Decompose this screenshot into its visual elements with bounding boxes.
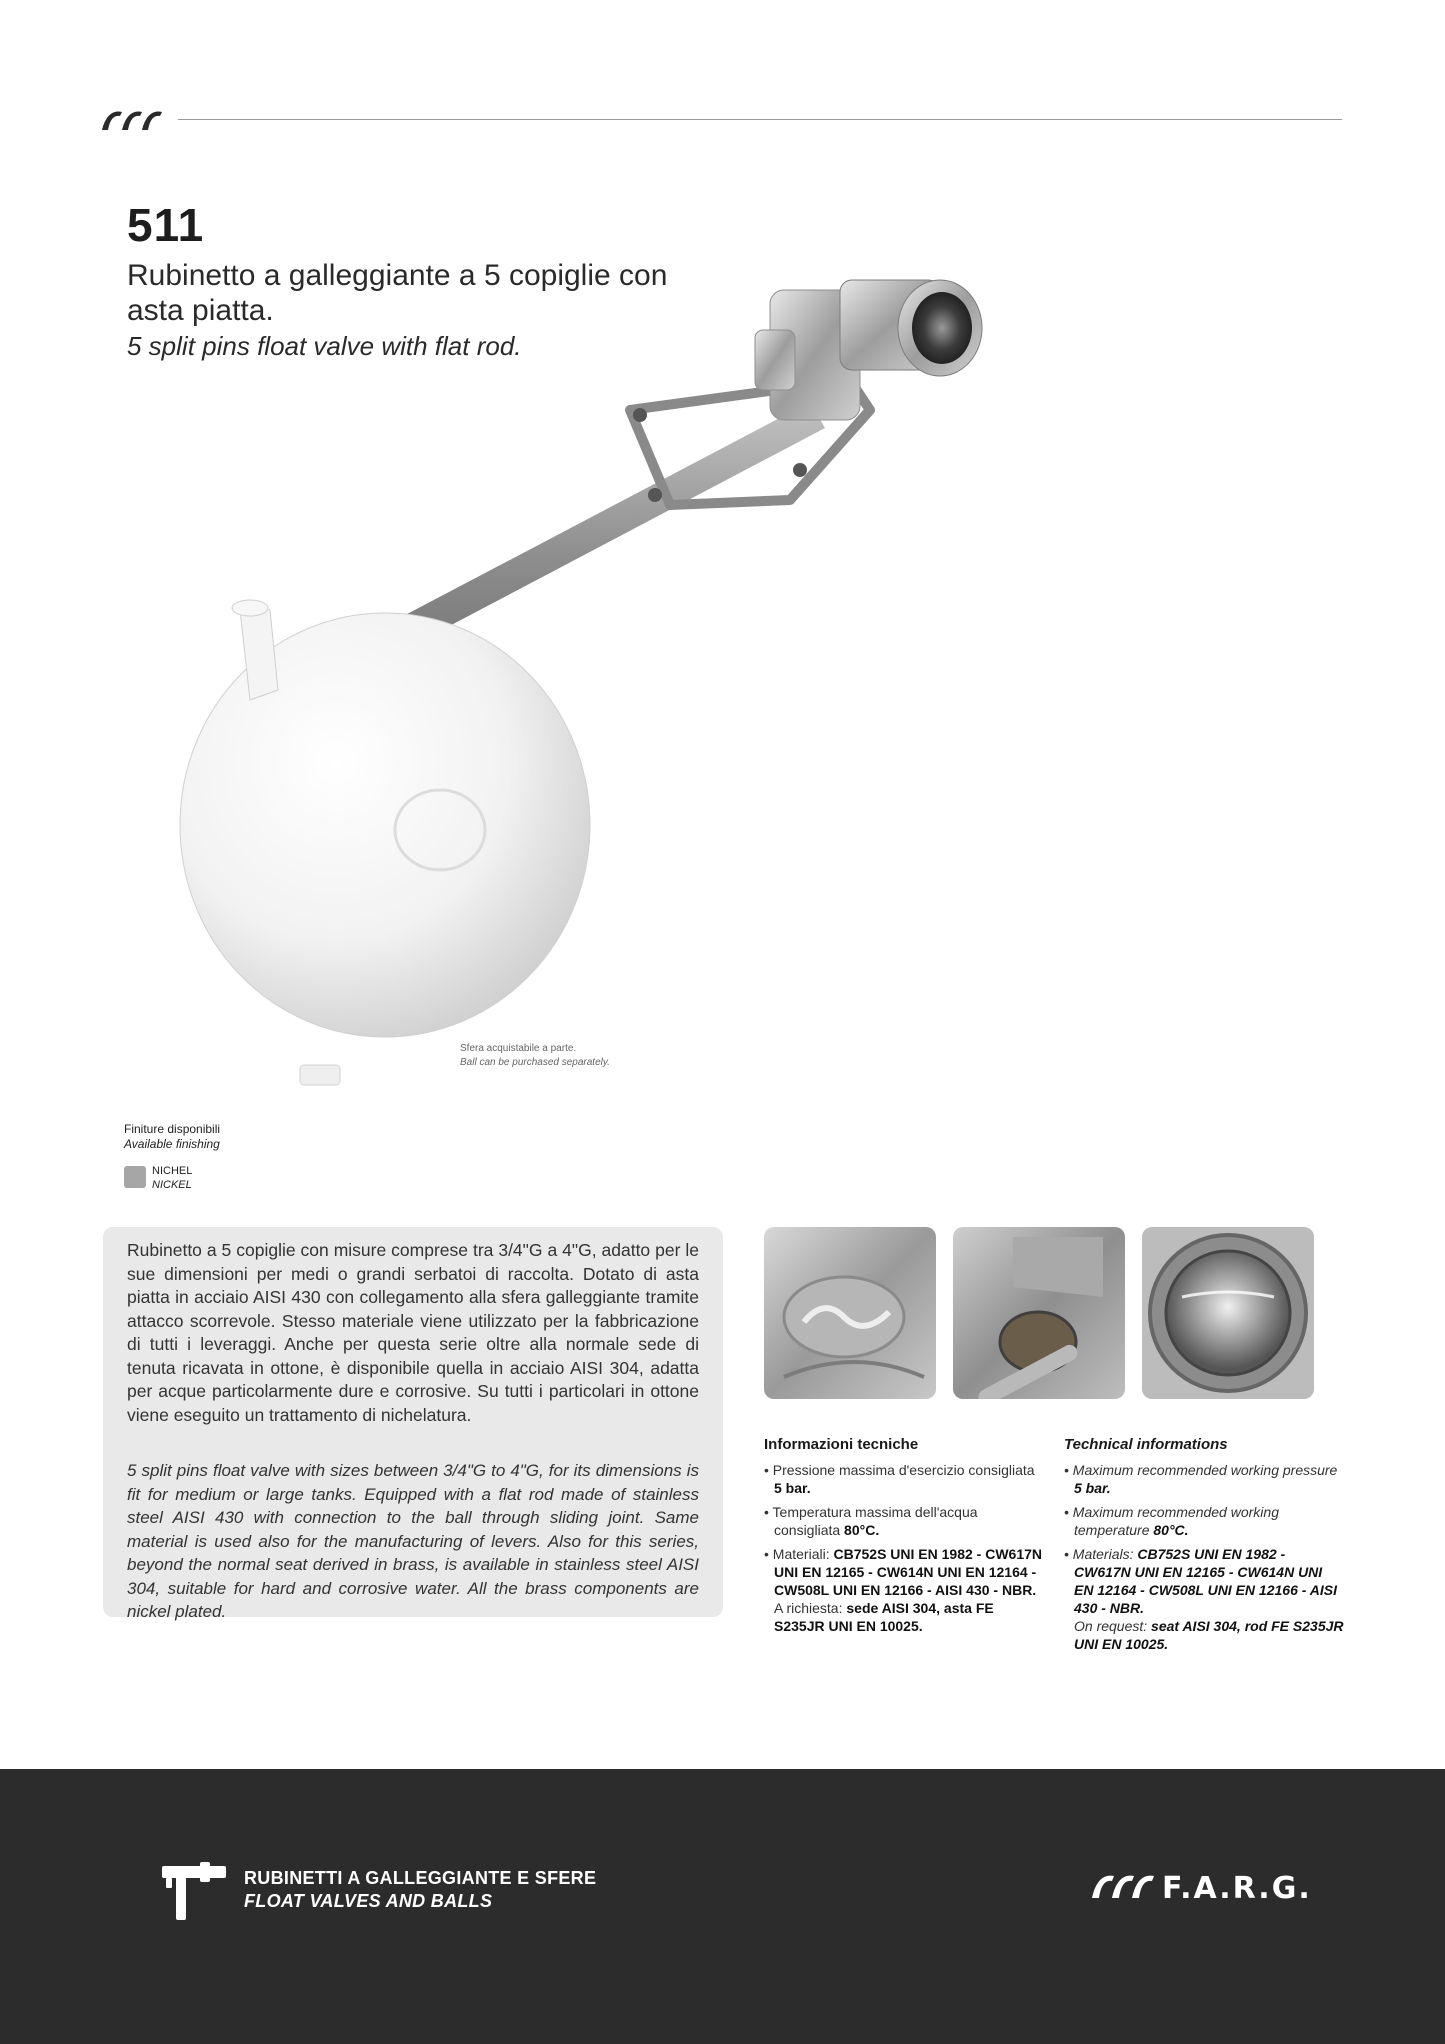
tech-item-temp-en: • Maximum recommended working temperature 80°C.: [1064, 1504, 1279, 1538]
tech-item-materials-en: • Materials: CB752S UNI EN 1982 - CW617N UNI EN 12165 - CW614N UNI EN 12164 - CW508L UNI EN 12166 - AISI 430 - NBR. On request: seat AISI 304, rod FE S235JR UNI EN 10025.: [1064, 1546, 1344, 1652]
footer-category-it: RUBINETTI A GALLEGGIANTE E SFERE: [244, 1868, 597, 1888]
detail-photo-seat: [953, 1227, 1125, 1399]
tech-temp-label-en: Maximum recommended working temperature: [1072, 1504, 1279, 1538]
product-title-it: Rubinetto a galleggiante a 5 copiglie con asta piatta.: [127, 259, 668, 327]
tech-item-pressure-it: • Pressione massima d'esercizio consigliata 5 bar.: [764, 1462, 1035, 1496]
description-it: Rubinetto a 5 copiglie con misure comprese tra 3/4"G a 4"G, adatto per le sue dimensioni per medi o grandi serbatoi di raccolta. Dotato di asta piatta in acciaio AISI 430 con collegamento alla sfera galleggiante tramite attacco scorrevole. Stesso materiale viene utilizzato per la fabbricazione di tutti i leveraggi. Anche per questa serie oltre alla normale sede di tenuta ricavata in ottone, è disponibile quella in acciaio AISI 304, adatta per acque particolarmente dure e corrosive. Su tutti i particolari in ottone viene eseguito un trattamento di nichelatura.: [127, 1240, 699, 1425]
brand-text: F.A.R.G.: [1162, 1871, 1312, 1902]
tech-request-label-it: A richiesta:: [774, 1600, 843, 1616]
tech-materials-label-en: Materials:: [1072, 1546, 1134, 1562]
product-title-en: 5 split pins float valve with flat rod.: [127, 331, 522, 361]
finishing-option: [152, 1164, 192, 1192]
tech-item-materials-it: • Materiali: CB752S UNI EN 1982 - CW617N UNI EN 12165 - CW614N UNI EN 12164 - CW508L UNI EN 12166 - AISI 430 - NBR. A richiesta: sede AISI 304, asta FE S235JR UNI EN 10025.: [764, 1546, 1043, 1634]
description-en: 5 split pins float valve with sizes between 3/4"G to 4"G, for its dimensions is fit for medium or large tanks. Equipped with a flat rod made of stainless steel AISI 430 with connection to the ball through sliding joint. Same material is used also for the manufacturing of levers. Also for this series, beyond the normal seat derived in brass, is available in stainless steel AISI 304, suitable for hard and corrosive water. All the brass components are nickel plated.: [127, 1461, 699, 1621]
tech-item-pressure-en: • Maximum recommended working pressure 5 bar.: [1064, 1462, 1338, 1496]
finishing-option-it: NICHEL: [152, 1165, 193, 1177]
tech-request-label-en: On request:: [1074, 1618, 1148, 1634]
tech-pressure-label-en: Maximum recommended working pressure: [1072, 1462, 1338, 1478]
tech-heading-it: Informazioni tecniche: [764, 1436, 919, 1453]
tech-request-value-en: seat AISI 304, rod FE S235JR UNI EN 10025.: [1074, 1618, 1344, 1652]
finishing-label-it: Finiture disponibili: [124, 1122, 221, 1136]
tech-heading-en: Technical informations: [1064, 1436, 1228, 1453]
tech-list-en: [1064, 1461, 1344, 1659]
tech-item-temp-it: • Temperatura massima dell'acqua consigliata 80°C.: [764, 1504, 978, 1538]
float-valve-illustration: [150, 270, 1050, 1090]
ball-note-en: Ball can be purchased separately.: [460, 1057, 610, 1068]
tech-temp-label-it: Temperatura massima dell'acqua consigliata: [772, 1504, 978, 1538]
farg-brand-logo-icon: [1090, 1868, 1340, 1902]
finishing-label-en: Available finishing: [124, 1137, 220, 1151]
tech-materials-value-en: CB752S UNI EN 1982 - CW617N UNI EN 12165 - CW614N UNI EN 12164 - CW508L UNI EN 12166 - AISI 430 - NBR.: [1074, 1546, 1337, 1616]
ball-note: [460, 1042, 610, 1070]
nickel-swatch: [124, 1166, 146, 1188]
tech-pressure-value-en: 5 bar.: [1074, 1480, 1111, 1496]
footer-category-en: FLOAT VALVES AND BALLS: [244, 1891, 493, 1911]
product-code: 511: [127, 199, 205, 251]
detail-photo-casting: [764, 1227, 936, 1399]
tech-list-it: [764, 1461, 1044, 1641]
tech-materials-value-it: CB752S UNI EN 1982 - CW617N UNI EN 12165 - CW614N UNI EN 12164 - CW508L UNI EN 12166 - AISI 430 - NBR.: [774, 1546, 1043, 1598]
finishing-label: [124, 1122, 220, 1152]
tech-temp-value-en: 80°C.: [1153, 1522, 1189, 1538]
header-rule: [178, 119, 1342, 120]
tech-request-value-it: sede AISI 304, asta FE S235JR UNI EN 10025.: [774, 1600, 994, 1634]
finishing-option-en: NICKEL: [152, 1179, 192, 1191]
tech-temp-value-it: 80°C.: [844, 1522, 880, 1538]
farg-small-logo-icon: [100, 104, 164, 134]
tech-pressure-label-it: Pressione massima d'esercizio consigliata: [772, 1462, 1035, 1478]
detail-photo-thread: [1142, 1227, 1314, 1399]
tech-pressure-value-it: 5 bar.: [774, 1480, 811, 1496]
float-valve-category-icon: [160, 1860, 230, 1922]
ball-note-it: Sfera acquistabile a parte.: [460, 1043, 577, 1054]
tech-materials-label-it: Materiali:: [772, 1546, 830, 1562]
